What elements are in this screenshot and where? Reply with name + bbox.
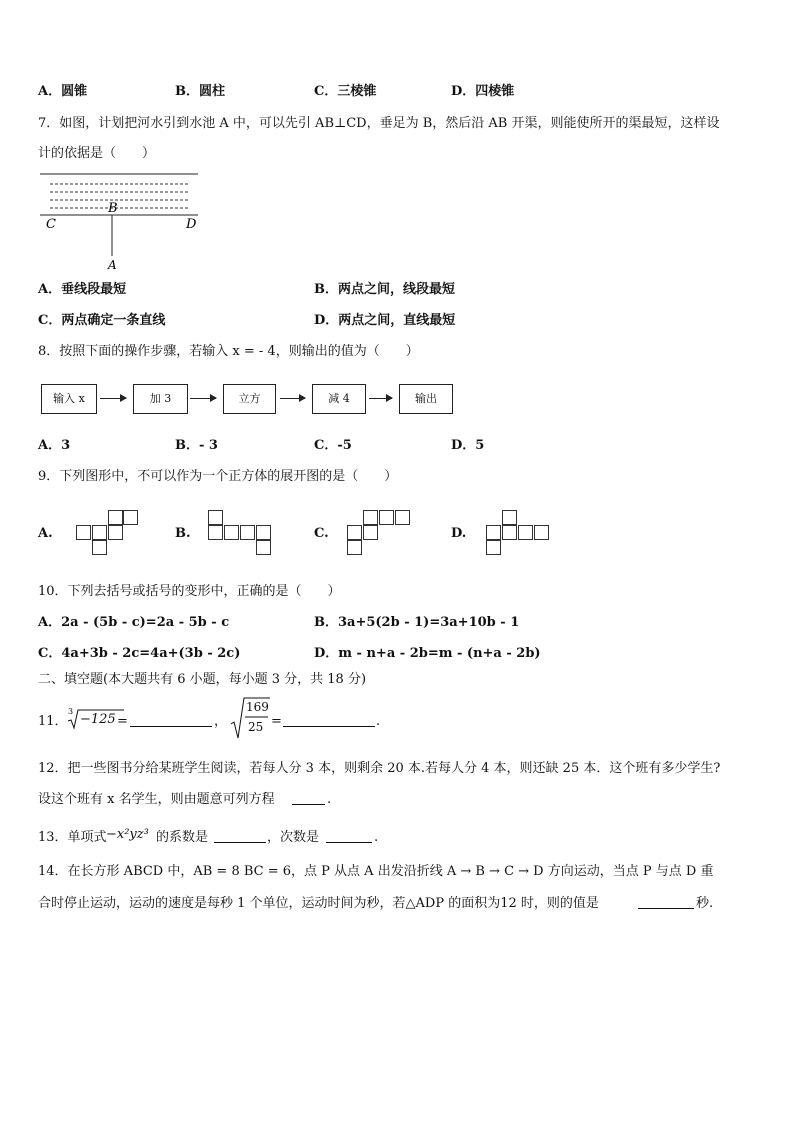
q14-text-line1: 14．在长方形 ABCD 中，AB = 8 BC = 6，点 P 从点 A 出发沿折线 A → B → C → D 方向运动，当点 P 与点 D 重 <box>38 864 714 879</box>
q7-text-line2: 计的依据是（ ） <box>38 146 156 161</box>
q8-option-d: D．5 <box>451 438 485 453</box>
q6-option-b: B．圆柱 <box>175 84 225 99</box>
q13-end: . <box>374 830 379 845</box>
q7-river-figure <box>38 168 202 272</box>
q11-end: . <box>376 714 381 729</box>
q6-option-a: A．圆锥 <box>38 84 88 99</box>
q9-label-a: A. <box>38 526 53 541</box>
q9-label-d: D. <box>451 526 467 541</box>
q7-fig-label-d: D <box>186 217 197 232</box>
flow-arrow-4 <box>369 398 392 399</box>
q11-eq-2: = <box>271 714 282 729</box>
q10-option-a: A．2a - (5b - c)=2a - 5b - c <box>38 615 230 630</box>
q7-option-c: C．两点确定一条直线 <box>38 313 166 328</box>
q7-option-a: A．垂线段最短 <box>38 282 127 297</box>
q9-net-a <box>76 510 146 562</box>
q7-text-line1: 7．如图，计划把河水引到水池 A 中，可以先引 AB⊥CD，垂足为 B，然后沿 AB 开渠，则能使所开的渠最短，这样设 <box>38 116 720 131</box>
q8-option-b: B．- 3 <box>175 438 218 453</box>
flow-arrow-3 <box>280 398 305 399</box>
q11-answer-blank-1[interactable] <box>130 714 212 727</box>
q9-label-b: B. <box>175 526 191 541</box>
q10-option-c: C．4a+3b - 2c=4a+(3b - 2c) <box>38 646 241 661</box>
flow-step-add: 加 3 <box>133 384 188 414</box>
q8-option-a: A．3 <box>38 438 71 453</box>
q13-answer-blank-2[interactable] <box>326 830 372 843</box>
flow-arrow-1 <box>100 398 126 399</box>
q9-net-b <box>208 510 278 562</box>
q11-cube-root: 3 −125 <box>66 705 126 731</box>
q13-monomial: −x²yz³ <box>106 827 149 842</box>
q7-fig-label-a: A <box>108 258 117 272</box>
flow-step-output: 输出 <box>399 384 453 414</box>
q14-answer-blank[interactable] <box>638 896 694 909</box>
q7-fig-label-b: B <box>108 201 118 216</box>
q13-answer-blank-1[interactable] <box>214 830 266 843</box>
q12-answer-blank[interactable] <box>292 792 325 805</box>
flow-step-subtract: 减 4 <box>312 384 366 414</box>
q7-option-b: B．两点之间，线段最短 <box>314 282 455 297</box>
q13-mid: 的系数是 <box>156 830 209 845</box>
q10-option-b: B．3a+5(2b - 1)=3a+10b - 1 <box>314 615 520 630</box>
q11-number: 11． <box>38 714 68 729</box>
q6-option-d: D．四棱锥 <box>451 84 515 99</box>
q9-label-c: C. <box>314 526 329 541</box>
q9-text: 9．下列图形中，不可以作为一个正方体的展开图的是（ ） <box>38 469 398 484</box>
q7-fig-label-c: C <box>46 217 56 232</box>
q8-option-c: C．-5 <box>314 438 352 453</box>
section-heading: 二、填空题(本大题共有 6 小题，每小题 3 分，共 18 分) <box>38 672 367 687</box>
q11-eq-1: = <box>117 714 128 729</box>
flow-step-input: 输入 x <box>41 384 97 414</box>
flow-arrow-2 <box>190 398 216 399</box>
q10-option-d: D．m - n+a - 2b=m - (n+a - 2b) <box>314 646 541 661</box>
q6-option-c: C．三棱锥 <box>314 84 377 99</box>
q12-text-line1: 12．把一些图书分给某班学生阅读，若每人分 3 本，则剩余 20 本.若每人分 4 本，则还缺 25 本．这个班有多少学生? <box>38 761 721 776</box>
q14-text-line2: 合时停止运动，运动的速度是每秒 1 个单位，运动时间为秒，若△ADP 的面积为12 时，则的值是 <box>38 896 599 911</box>
q13-mid2: ，次数是 <box>267 830 320 845</box>
q14-end: 秒. <box>696 896 714 911</box>
q12-end: . <box>327 792 332 807</box>
q11-comma: ， <box>214 714 228 729</box>
q9-net-d <box>486 510 556 562</box>
q11-answer-blank-2[interactable] <box>283 714 375 727</box>
q7-option-d: D．两点之间，直线最短 <box>314 313 456 328</box>
q9-net-c <box>347 510 417 562</box>
q13-prefix: 13．单项式 <box>38 830 107 845</box>
q8-text: 8．按照下面的操作步骤，若输入 x = - 4，则输出的值为（ ） <box>38 344 419 359</box>
q10-text: 10．下列去括号或括号的变形中，正确的是（ ） <box>38 584 341 599</box>
q12-text-line2: 设这个班有 x 名学生，则由题意可列方程 <box>38 792 275 807</box>
flow-step-cube: 立方 <box>223 384 276 414</box>
q11-square-root: 169 25 <box>230 696 270 740</box>
